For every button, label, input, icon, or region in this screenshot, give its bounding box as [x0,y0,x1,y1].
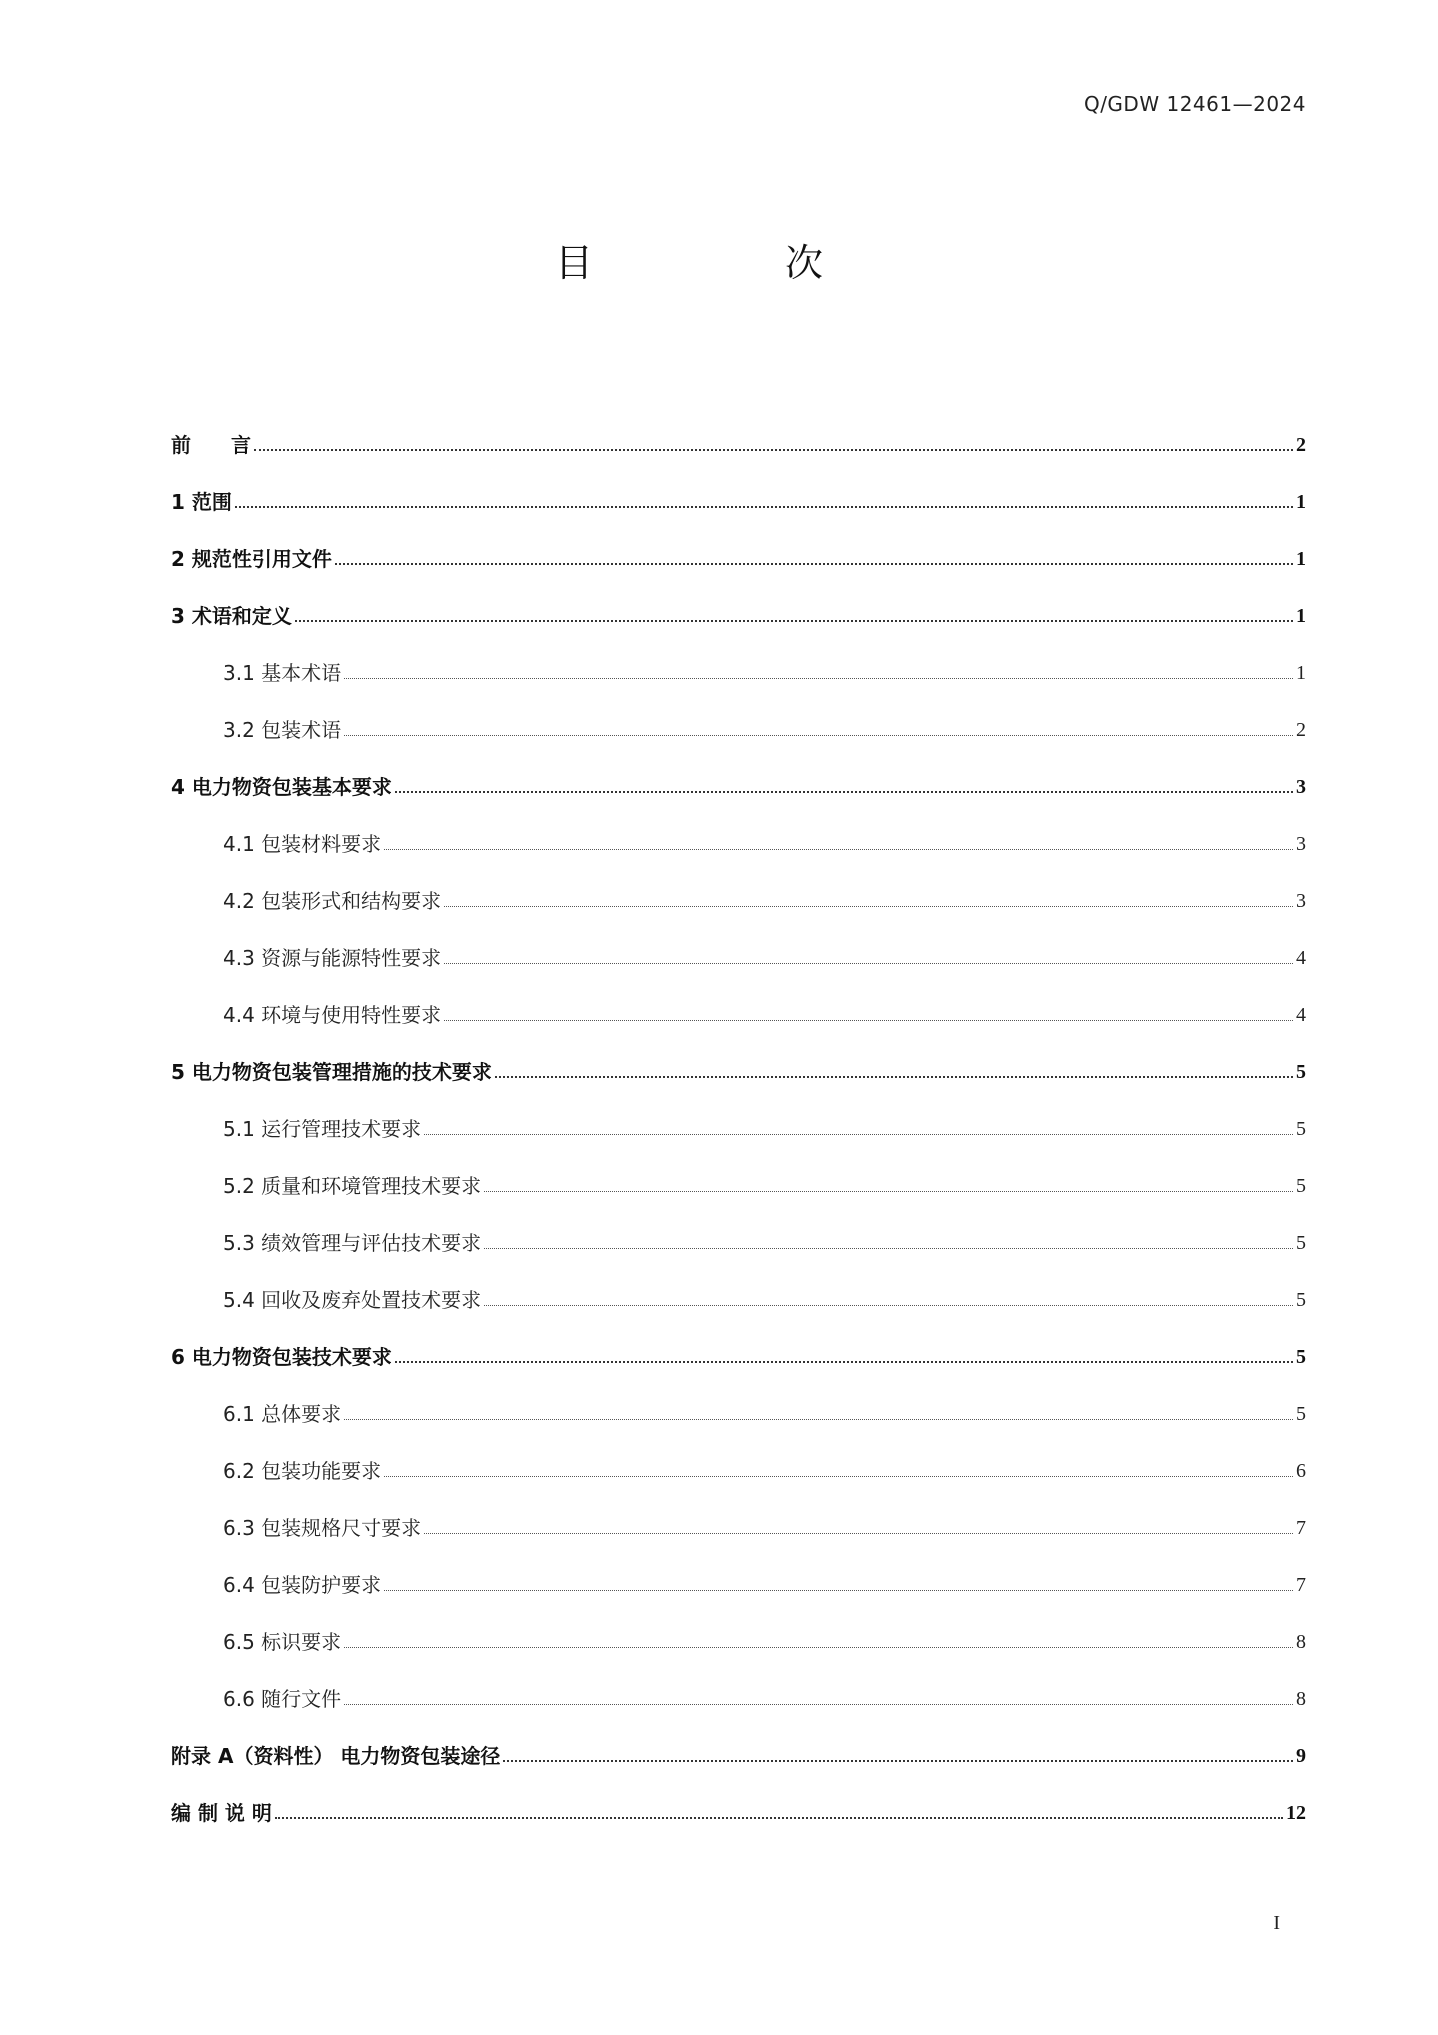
toc-entry-label: 附录 A（资料性） 电力物资包装途径 [171,1744,501,1768]
toc-dot-leader [275,1811,1283,1819]
toc-entry-label: 前 言 [171,433,251,457]
toc-entry-page: 5 [1296,1175,1306,1197]
toc-entry-label: 4.2 包装形式和结构要求 [223,889,442,913]
toc-dot-leader [235,500,1293,508]
toc-entry-section[interactable] [171,1483,1306,1540]
toc-dot-leader [495,1070,1293,1078]
toc-entry-label: 6.4 包装防护要求 [223,1573,382,1597]
toc-entry-label: 3.2 包装术语 [223,718,342,742]
toc-entry-label: 4.4 环境与使用特性要求 [223,1003,442,1027]
toc-entry-page: 5 [1296,1061,1306,1083]
toc-entry-section[interactable] [171,1141,1306,1198]
toc-entry-page: 1 [1296,662,1306,684]
toc-dot-leader [295,614,1293,622]
toc-entry-page: 6 [1296,1460,1306,1482]
document-code: Q/GDW 12461—2024 [1083,92,1306,116]
table-of-contents [171,400,1306,1825]
toc-entry-section[interactable] [171,1426,1306,1483]
toc-dot-leader [395,1355,1293,1363]
toc-entry-chapter[interactable] [171,514,1306,571]
toc-entry-label: 4 电力物资包装基本要求 [171,775,392,799]
toc-title: 目 次 [554,241,884,285]
toc-entry-page: 12 [1286,1802,1306,1824]
toc-entry-section[interactable] [171,1540,1306,1597]
page-number: I [1273,1912,1280,1934]
toc-entry-label: 3.1 基本术语 [223,661,342,685]
toc-entry-section[interactable] [171,628,1306,685]
toc-entry-page: 7 [1296,1574,1306,1596]
toc-entry-label: 2 规范性引用文件 [171,547,332,571]
toc-entry-page: 5 [1296,1289,1306,1311]
toc-entry-label: 4.1 包装材料要求 [223,832,382,856]
toc-entry-section[interactable] [171,1369,1306,1426]
toc-dot-leader [344,1413,1293,1420]
toc-entry-label: 6.2 包装功能要求 [223,1459,382,1483]
toc-entry-label: 6 电力物资包装技术要求 [171,1345,392,1369]
toc-entry-page: 8 [1296,1631,1306,1653]
toc-entry-label: 5.4 回收及废弃处置技术要求 [223,1288,482,1312]
toc-entry-page: 4 [1296,947,1306,969]
toc-entry-page: 5 [1296,1346,1306,1368]
toc-dot-leader [484,1299,1293,1306]
toc-entry-page: 8 [1296,1688,1306,1710]
toc-entry-label: 编 制 说 明 [171,1801,272,1825]
toc-entry-label: 6.1 总体要求 [223,1402,342,1426]
toc-entry-page: 1 [1296,548,1306,570]
toc-entry-section[interactable] [171,1654,1306,1711]
toc-dot-leader [444,900,1293,907]
toc-dot-leader [484,1242,1293,1249]
toc-entry-label: 3 术语和定义 [171,604,292,628]
toc-dot-leader [344,1698,1293,1705]
toc-entry-page: 3 [1296,833,1306,855]
toc-dot-leader [384,1470,1293,1477]
toc-dot-leader [344,672,1293,679]
toc-entry-page: 1 [1296,491,1306,513]
toc-entry-section[interactable] [171,1255,1306,1312]
toc-entry-page: 5 [1296,1403,1306,1425]
toc-entry-section[interactable] [171,970,1306,1027]
toc-entry-chapter[interactable] [171,1027,1306,1084]
toc-entry-section[interactable] [171,856,1306,913]
toc-entry-page: 1 [1296,605,1306,627]
toc-dot-leader [444,957,1293,964]
toc-entry-chapter[interactable] [171,742,1306,799]
toc-entry-label: 5 电力物资包装管理措施的技术要求 [171,1060,492,1084]
toc-dot-leader [344,1641,1293,1648]
toc-dot-leader [424,1128,1293,1135]
toc-entry-page: 5 [1296,1118,1306,1140]
toc-entry-page: 5 [1296,1232,1306,1254]
toc-dot-leader [384,1584,1293,1591]
toc-entry-label: 5.1 运行管理技术要求 [223,1117,422,1141]
toc-entry-section[interactable] [171,799,1306,856]
toc-entry-page: 9 [1296,1745,1306,1767]
toc-entry-page: 4 [1296,1004,1306,1026]
toc-entry-chapter[interactable] [171,457,1306,514]
toc-entry-page: 2 [1296,719,1306,741]
toc-entry-chapter[interactable] [171,1312,1306,1369]
toc-entry-section[interactable] [171,685,1306,742]
toc-entry-section[interactable] [171,913,1306,970]
toc-entry-chapter[interactable] [171,1768,1306,1825]
toc-entry-label: 4.3 资源与能源特性要求 [223,946,442,970]
toc-entry-label: 6.6 随行文件 [223,1687,342,1711]
toc-dot-leader [344,729,1293,736]
toc-dot-leader [384,843,1293,850]
toc-entry-section[interactable] [171,1084,1306,1141]
toc-dot-leader [254,443,1293,451]
toc-entry-section[interactable] [171,1198,1306,1255]
toc-entry-label: 5.3 绩效管理与评估技术要求 [223,1231,482,1255]
toc-entry-label: 5.2 质量和环境管理技术要求 [223,1174,482,1198]
toc-dot-leader [484,1185,1293,1192]
toc-entry-section[interactable] [171,1597,1306,1654]
toc-dot-leader [503,1754,1293,1762]
toc-dot-leader [444,1014,1293,1021]
toc-entry-page: 3 [1296,890,1306,912]
toc-dot-leader [395,785,1293,793]
toc-entry-label: 6.5 标识要求 [223,1630,342,1654]
toc-entry-chapter[interactable] [171,571,1306,628]
toc-entry-label: 1 范围 [171,490,232,514]
toc-entry-page: 7 [1296,1517,1306,1539]
toc-entry-chapter[interactable] [171,1711,1306,1768]
toc-dot-leader [424,1527,1293,1534]
toc-dot-leader [335,557,1293,565]
toc-entry-page: 2 [1296,434,1306,456]
toc-entry-chapter[interactable] [171,400,1306,457]
toc-entry-label: 6.3 包装规格尺寸要求 [223,1516,422,1540]
toc-entry-page: 3 [1296,776,1306,798]
